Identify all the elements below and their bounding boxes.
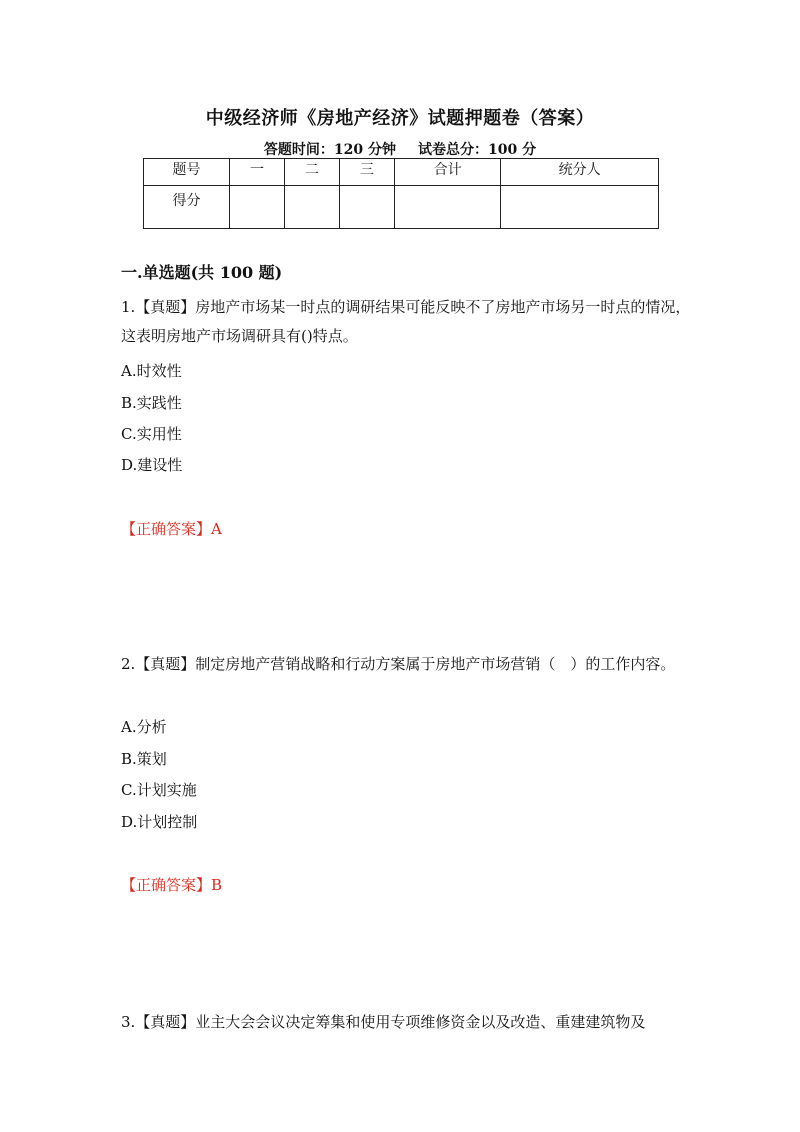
question-option: D.建设性	[121, 456, 183, 474]
score-table-cell: 统分人	[501, 159, 659, 186]
answer-label: 【正确答案】	[121, 520, 212, 538]
question-option: B.策划	[121, 750, 167, 768]
question-option: C.计划实施	[121, 781, 197, 799]
score-table-cell: 题号	[144, 159, 230, 186]
score-table-empty-cell	[340, 186, 395, 229]
answer-value: B	[211, 876, 223, 894]
score-table-cell: 合计	[395, 159, 501, 186]
score-table-cell: 三	[340, 159, 395, 186]
section-heading: 一.单选题(共 100 题)	[121, 263, 283, 282]
answer-value: A	[211, 520, 222, 538]
correct-answer	[121, 874, 222, 895]
exam-time: 答题时间：120 分钟	[263, 142, 396, 158]
score-table-empty-cell	[501, 186, 659, 229]
question-option: A.分析	[121, 718, 167, 736]
score-table-cell: 一	[230, 159, 285, 186]
score-table-header-row	[144, 159, 659, 186]
answer-label: 【正确答案】	[121, 876, 212, 894]
question-option: D.计划控制	[121, 813, 198, 831]
question-option: B.实践性	[121, 394, 182, 412]
question-stem: 1.【真题】房地产市场某一时点的调研结果可能反映不了房地产市场另一时点的情况，这表明房地产市场调研具有()特点。	[121, 298, 691, 345]
exam-info	[0, 139, 800, 159]
score-table-cell: 得分	[144, 186, 230, 229]
exam-total-score: 试卷总分：100 分	[418, 142, 537, 158]
question-stem: 3.【真题】业主大会会议决定筹集和使用专项维修资金以及改造、重建建筑物及	[121, 1013, 646, 1031]
score-table-empty-cell	[230, 186, 285, 229]
question-option: C.实用性	[121, 425, 182, 443]
score-table-empty-cell	[285, 186, 340, 229]
document-title: 中级经济师《房地产经济》试题押题卷（答案）	[205, 108, 595, 129]
score-table-cell: 二	[285, 159, 340, 186]
score-table-empty-cell	[395, 186, 501, 229]
correct-answer	[121, 518, 222, 539]
question-stem: 2.【真题】制定房地产营销战略和行动方案属于房地产市场营销（ ）的工作内容。	[121, 655, 676, 673]
score-table-score-row	[144, 186, 659, 229]
question-option: A.时效性	[121, 362, 182, 380]
score-table	[143, 158, 659, 229]
